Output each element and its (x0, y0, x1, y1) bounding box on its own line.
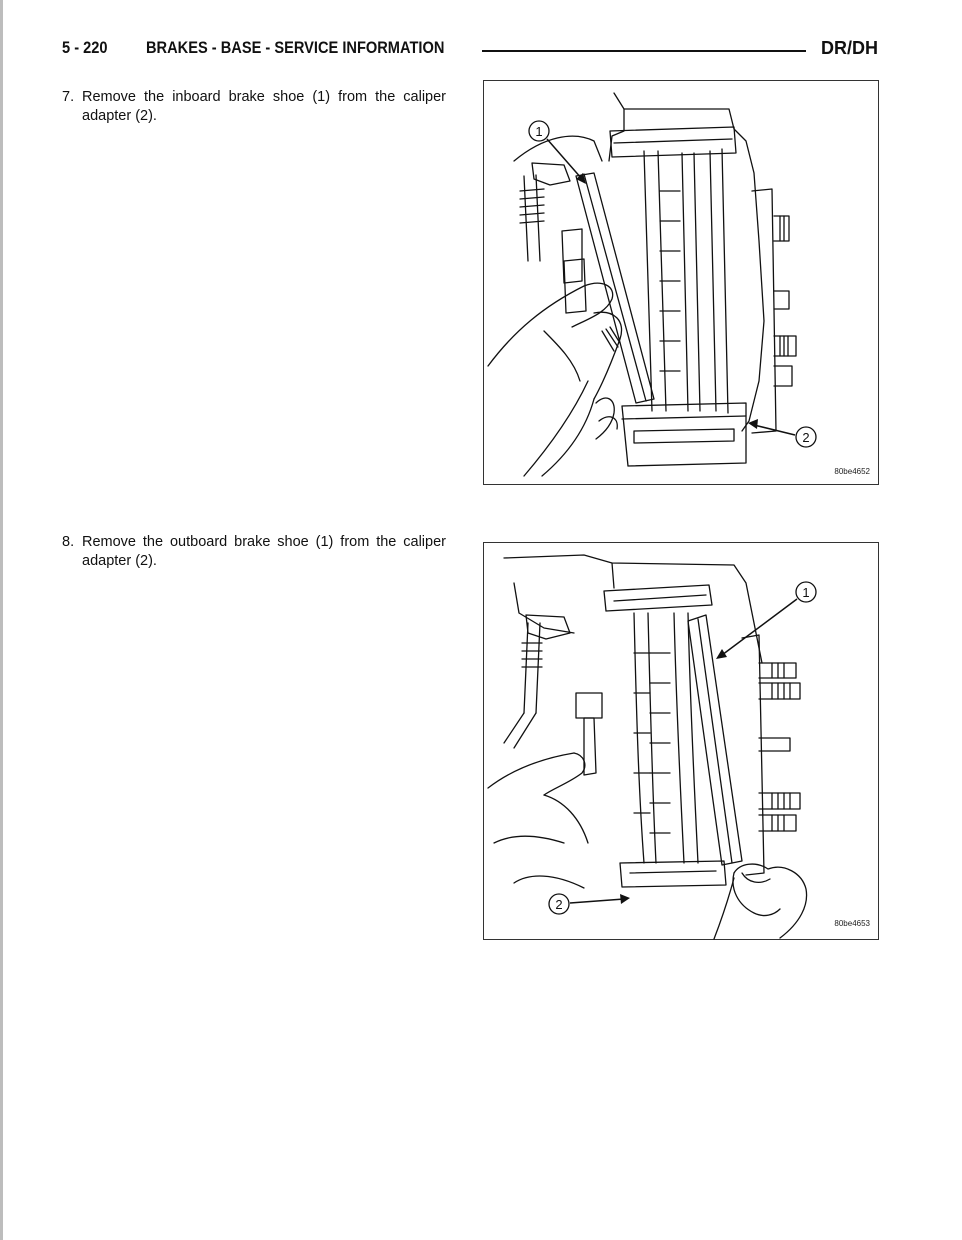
page-header (62, 38, 878, 62)
figure-illustration (484, 543, 880, 941)
page-edge (0, 0, 3, 1240)
step-text: Remove the outboard brake shoe (1) from the caliper adapter (2). (82, 534, 446, 569)
figure-callout: 1 (535, 124, 543, 139)
section-title: BRAKES - BASE - SERVICE INFORMATION (146, 38, 445, 57)
figure-callout: 1 (802, 585, 810, 600)
step-7 (62, 88, 446, 125)
header-rule (482, 50, 806, 52)
figure-id: 80be4653 (834, 919, 870, 928)
figure-callout: 2 (555, 897, 563, 912)
figure-callout: 2 (802, 430, 810, 445)
step-8 (62, 533, 446, 570)
figure-id: 80be4652 (834, 467, 870, 476)
step-number: 8. (62, 534, 75, 550)
step-number: 7. (62, 89, 75, 105)
figure-illustration (484, 81, 880, 486)
figure-inboard-brake-shoe (483, 80, 879, 485)
model-code: DR/DH (821, 38, 878, 58)
page-number: 5 - 220 (62, 38, 108, 57)
step-text: Remove the inboard brake shoe (1) from the caliper adapter (2). (82, 89, 446, 124)
figure-outboard-brake-shoe (483, 542, 879, 940)
